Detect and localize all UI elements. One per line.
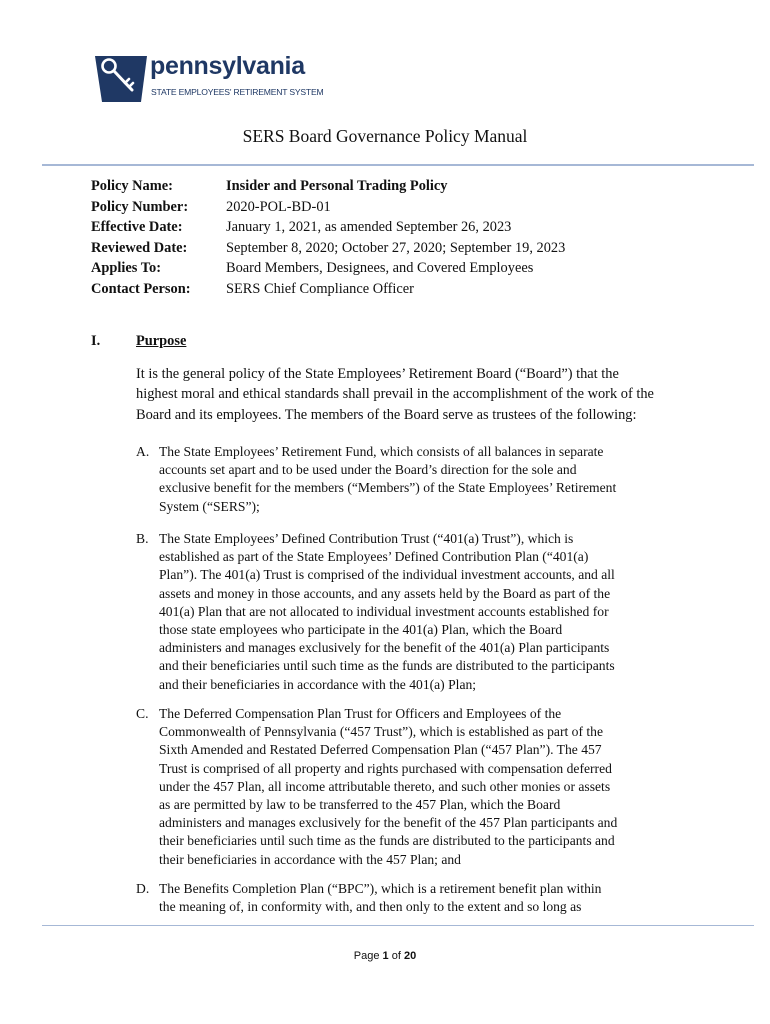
page-current: 1 bbox=[382, 950, 389, 962]
list-item-text: The State Employees’ Defined Contribution Trust (“401(a) Trust”), which is established as part of the State Employees’ Defined Contribution Plan (“401(a) Plan”). The 401(a) Trust is comprised of the individual investment accounts, and all assets and money in those accounts, and any assets held by the Board as part of the 401(a) Plan that are not allocated to individual investment accounts established for those state employees who participate in the 401(a) Plan, which the Board administers and manages exclusively for the benefit of the 401(a) Plan participants and their beneficiaries until such time as the funds are distributed to the participants and their beneficiaries in accordance with the 401(a) Plan; bbox=[159, 531, 615, 692]
of-word: of bbox=[391, 950, 401, 962]
meta-label: Reviewed Date: bbox=[91, 239, 188, 256]
meta-label: Policy Number: bbox=[91, 198, 189, 215]
footer-divider bbox=[42, 925, 754, 926]
meta-value: January 1, 2021, as amended September 26, 2023 bbox=[226, 219, 512, 236]
section-title: Purpose bbox=[136, 333, 187, 349]
list-item-text: The State Employees’ Retirement Fund, which consists of all balances in separate accounts set apart and to be used under the Board’s direction for the sole and exclusive benefit for the members (“Members”) of the State Employees’ Retirement System (“SERS”); bbox=[159, 444, 617, 514]
manual-title: SERS Board Governance Policy Manual bbox=[242, 126, 528, 146]
meta-value: Board Members, Designees, and Covered Employees bbox=[226, 260, 534, 277]
keystone-key-icon bbox=[94, 50, 148, 106]
meta-value: September 8, 2020; October 27, 2020; September 19, 2023 bbox=[226, 239, 566, 256]
page-word: Page bbox=[353, 950, 380, 962]
list-item-text: The Deferred Compensation Plan Trust for Officers and Employees of the Commonwealth of Pennsylvania (“457 Trust”), which is established as part of the Sixth Amended and Restated Deferred Compensation Plan (“457 Plan”). The 457 Trust is comprised of all property and rights purchased with compensation deferred under the 457 Plan, all income attributable thereto, and such other monies or assets as are permitted by law to be transferred to the 457 Plan, which the Board administers and manages exclusively for the benefit of the 457 Plan participants and their beneficiaries until such time as the funds are distributed to the participants and their beneficiaries in accordance with the 457 Plan; and bbox=[159, 706, 618, 867]
meta-label: Policy Name: bbox=[91, 178, 173, 194]
meta-label: Applies To: bbox=[91, 260, 161, 277]
header-divider bbox=[42, 164, 754, 166]
list-item-text: The Benefits Completion Plan (“BPC”), which is a retirement benefit plan within the meaning of, in conformity with, and then only to the extent and so long as bbox=[159, 881, 602, 915]
page-footer bbox=[0, 950, 770, 962]
logo-subtitle: STATE EMPLOYEES' RETIREMENT SYSTEM bbox=[151, 87, 324, 97]
list-item-letter: D. bbox=[136, 881, 150, 896]
pennsylvania-sers-logo bbox=[94, 50, 324, 106]
purpose-paragraph: It is the general policy of the State Employees’ Retirement Board (“Board”) that the highest moral and ethical standards shall prevail in the accomplishment of the work of the Board and its employees. The members of the Board serve as trustees of the following: bbox=[136, 366, 654, 423]
list-item-letter: B. bbox=[136, 531, 149, 546]
page-total: 20 bbox=[403, 950, 417, 962]
logo-wordmark: pennsylvania bbox=[150, 52, 305, 80]
meta-label: Contact Person: bbox=[91, 280, 191, 297]
meta-value: SERS Chief Compliance Officer bbox=[226, 280, 414, 297]
meta-value: 2020-POL-BD-01 bbox=[226, 198, 331, 215]
list-item-letter: A. bbox=[136, 444, 150, 459]
meta-label: Effective Date: bbox=[91, 219, 183, 236]
section-number: I. bbox=[91, 333, 101, 349]
meta-value: Insider and Personal Trading Policy bbox=[226, 178, 448, 194]
list-item-letter: C. bbox=[136, 706, 149, 721]
